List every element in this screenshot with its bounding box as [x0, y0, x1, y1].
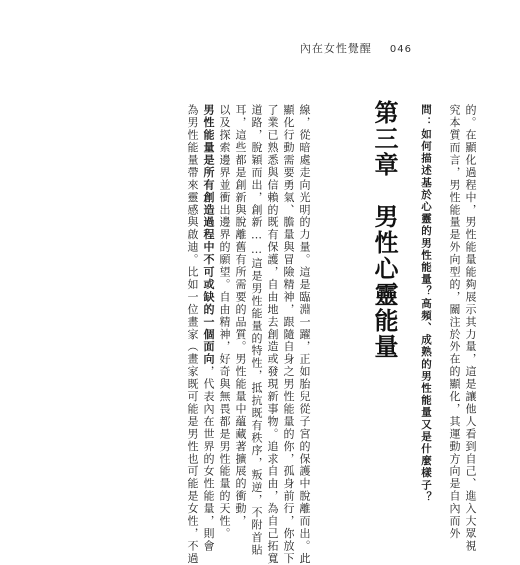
- body-line: 究本質而言，男性能量是外向型的，關注於外在的顯化，其運動方向是自內而外: [448, 104, 461, 540]
- emphasis-text: 男性能量是所有創造過程中不可或缺的一個面向: [202, 104, 215, 366]
- body-line-rest: ，代表內在世界的女性能量，則會: [202, 365, 215, 553]
- book-title: 內在女性覺醒: [299, 42, 372, 55]
- chapter-title: 第三章 男性心靈能量: [370, 100, 398, 360]
- body-line: 顯化行動需要勇氣、膽量與冒險精神，跟隨自身之男性能量的你，孤身前行，你放下: [282, 104, 295, 565]
- chapter-question: 問：如何描述基於心靈的男性能量？高頻、成熟的男性能量又是什麼樣子？: [420, 104, 432, 504]
- body-line: 為男性能量帶來靈感與啟迪。比如一位畫家（畫家既可能是男性也可能是女性，不過: [186, 104, 199, 565]
- page-number: 046: [389, 44, 412, 55]
- body-line: 耳，這些都是創新與脫離舊有所需要的品質。男性能量中蘊藏著擴展的衝動，: [234, 104, 247, 528]
- running-header: [300, 40, 412, 56]
- body-line-emphasis: [203, 104, 214, 552]
- body-line: 道路，脫穎而出，創新……這是男性能量的特性，抵抗既有秩序，叛逆，不附首貼: [250, 104, 263, 557]
- body-line: 的。在顯化過程中，男性能量能夠展示其力量，這是讓他人看到自己、進入大眾視: [464, 104, 477, 553]
- body-line: 線，從暗處走向光明的力量。這是臨淵一躍，正如胎兒從子宮的保護中脫離而出。此: [298, 104, 311, 565]
- body-line: 了業已熟悉與信賴的既有保護，自由地去創造或發現新事物。追求自由，為自己拓寬: [266, 104, 279, 565]
- body-line: 以及探索邊界並衝出邊界的願望。自由精神，好奇與無畏都是男性能量的天性。: [218, 104, 231, 540]
